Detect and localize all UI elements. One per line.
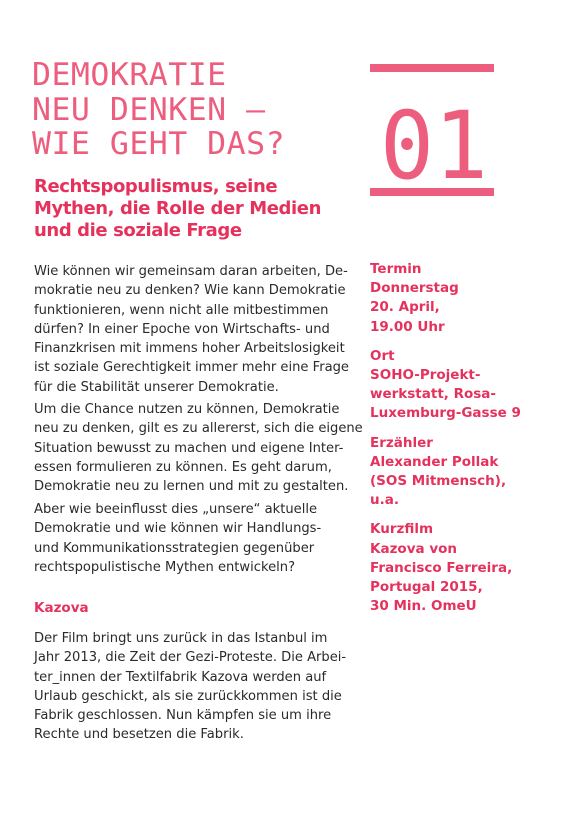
info-value: Alexander Pollak: [370, 453, 499, 470]
text-line: Rechte und besetzen die Fabrik.: [34, 727, 244, 743]
text-line: Jahr 2013, die Zeit der Gezi-Proteste. Die Arbei-: [34, 650, 347, 666]
text-line: essen formulieren zu können. Es geht darum,: [34, 459, 332, 475]
info-value: 19.00 Uhr: [370, 318, 445, 335]
info-value: Francisco Ferreira,: [370, 559, 513, 576]
paragraph-chance: [34, 400, 363, 496]
section-heading-kazova: Kazova: [34, 600, 89, 616]
paragraph-question: [34, 500, 344, 577]
subtitle-line: Rechtspopulismus, seine: [34, 176, 278, 197]
text-line: ist soziale Gerechtigkeit immer mehr eine Frage: [34, 360, 349, 376]
text-line: Wie können wir gemeinsam daran arbeiten, De-: [34, 264, 348, 279]
title-line: DEMOKRATIE: [32, 57, 227, 93]
info-ort: [370, 347, 570, 424]
text-line: Demokratie neu zu lernen und mit zu gestalten.: [34, 479, 349, 495]
info-value: u.a.: [370, 492, 399, 509]
text-line: Urlaub geschickt, als sie zurückkommen ist die: [34, 688, 342, 704]
text-line: ter_innen der Textilfabrik Kazova werden auf: [34, 669, 327, 685]
subtitle-line: und die soziale Frage: [34, 220, 242, 241]
text-line: dürfen? In einer Epoche von Wirtschafts- und: [34, 321, 330, 337]
text-line: Demokratie und wie können wir Handlungs-: [34, 521, 322, 537]
badge-number: 01: [380, 92, 488, 200]
info-label: Kurzfilm: [370, 521, 434, 538]
text-line: rechtspopulistische Mythen entwickeln?: [34, 559, 296, 575]
info-kurzfilm: [370, 520, 570, 616]
info-label: Erzähler: [370, 434, 433, 451]
title-line: WIE GEHT DAS?: [32, 126, 286, 162]
text-line: mokratie neu zu denken? Wie kann Demokratie: [34, 283, 346, 299]
info-value: (SOS Mitmensch),: [370, 473, 507, 490]
text-line: für die Stabilität unserer Demokratie.: [34, 379, 279, 395]
text-line: Um die Chance nutzen zu können, Demokratie: [34, 402, 340, 417]
text-line: und Kommunikationsstrategien gegenüber: [34, 540, 315, 556]
badge-top-bar: [370, 64, 494, 72]
info-value: Portugal 2015,: [370, 579, 483, 596]
info-value: werkstatt, Rosa-: [370, 386, 497, 403]
paragraph-intro: [34, 262, 349, 397]
text-line: Situation bewusst zu machen und eigene Inter-: [34, 440, 344, 456]
info-value: SOHO-Projekt-: [370, 367, 481, 384]
info-value: Luxemburg-Gasse 9: [370, 405, 521, 422]
title-line: NEU DENKEN –: [32, 91, 266, 128]
info-value: 30 Min. OmeU: [370, 598, 477, 615]
info-label: Termin: [370, 261, 422, 277]
subtitle-line: Mythen, die Rolle der Medien: [34, 198, 321, 219]
text-line: Finanzkrisen mit immens hoher Arbeitslosigkeit: [34, 341, 345, 357]
info-termin: [370, 260, 570, 337]
text-line: neu zu denken, gilt es zu allererst, sich die eigene: [34, 421, 363, 437]
info-value: Kazova von: [370, 540, 457, 557]
subtitle: [34, 176, 334, 242]
info-erzaehler: [370, 434, 570, 511]
info-value: Donnerstag: [370, 280, 459, 297]
text-line: Aber wie beeinflusst dies „unsere“ aktuelle: [34, 502, 318, 517]
event-info-sidebar: [370, 260, 570, 626]
text-line: Fabrik geschlossen. Nun kämpfen sie um ihre: [34, 708, 332, 724]
text-line: funktionieren, wenn nicht alle mitbestimmen: [34, 302, 329, 318]
page-title: [32, 58, 352, 162]
info-label: Ort: [370, 347, 395, 364]
info-value: 20. April,: [370, 299, 440, 316]
paragraph-kazova: [34, 629, 347, 745]
number-badge: [370, 64, 494, 200]
text-line: Der Film bringt uns zurück in das Istanbul im: [34, 631, 328, 646]
